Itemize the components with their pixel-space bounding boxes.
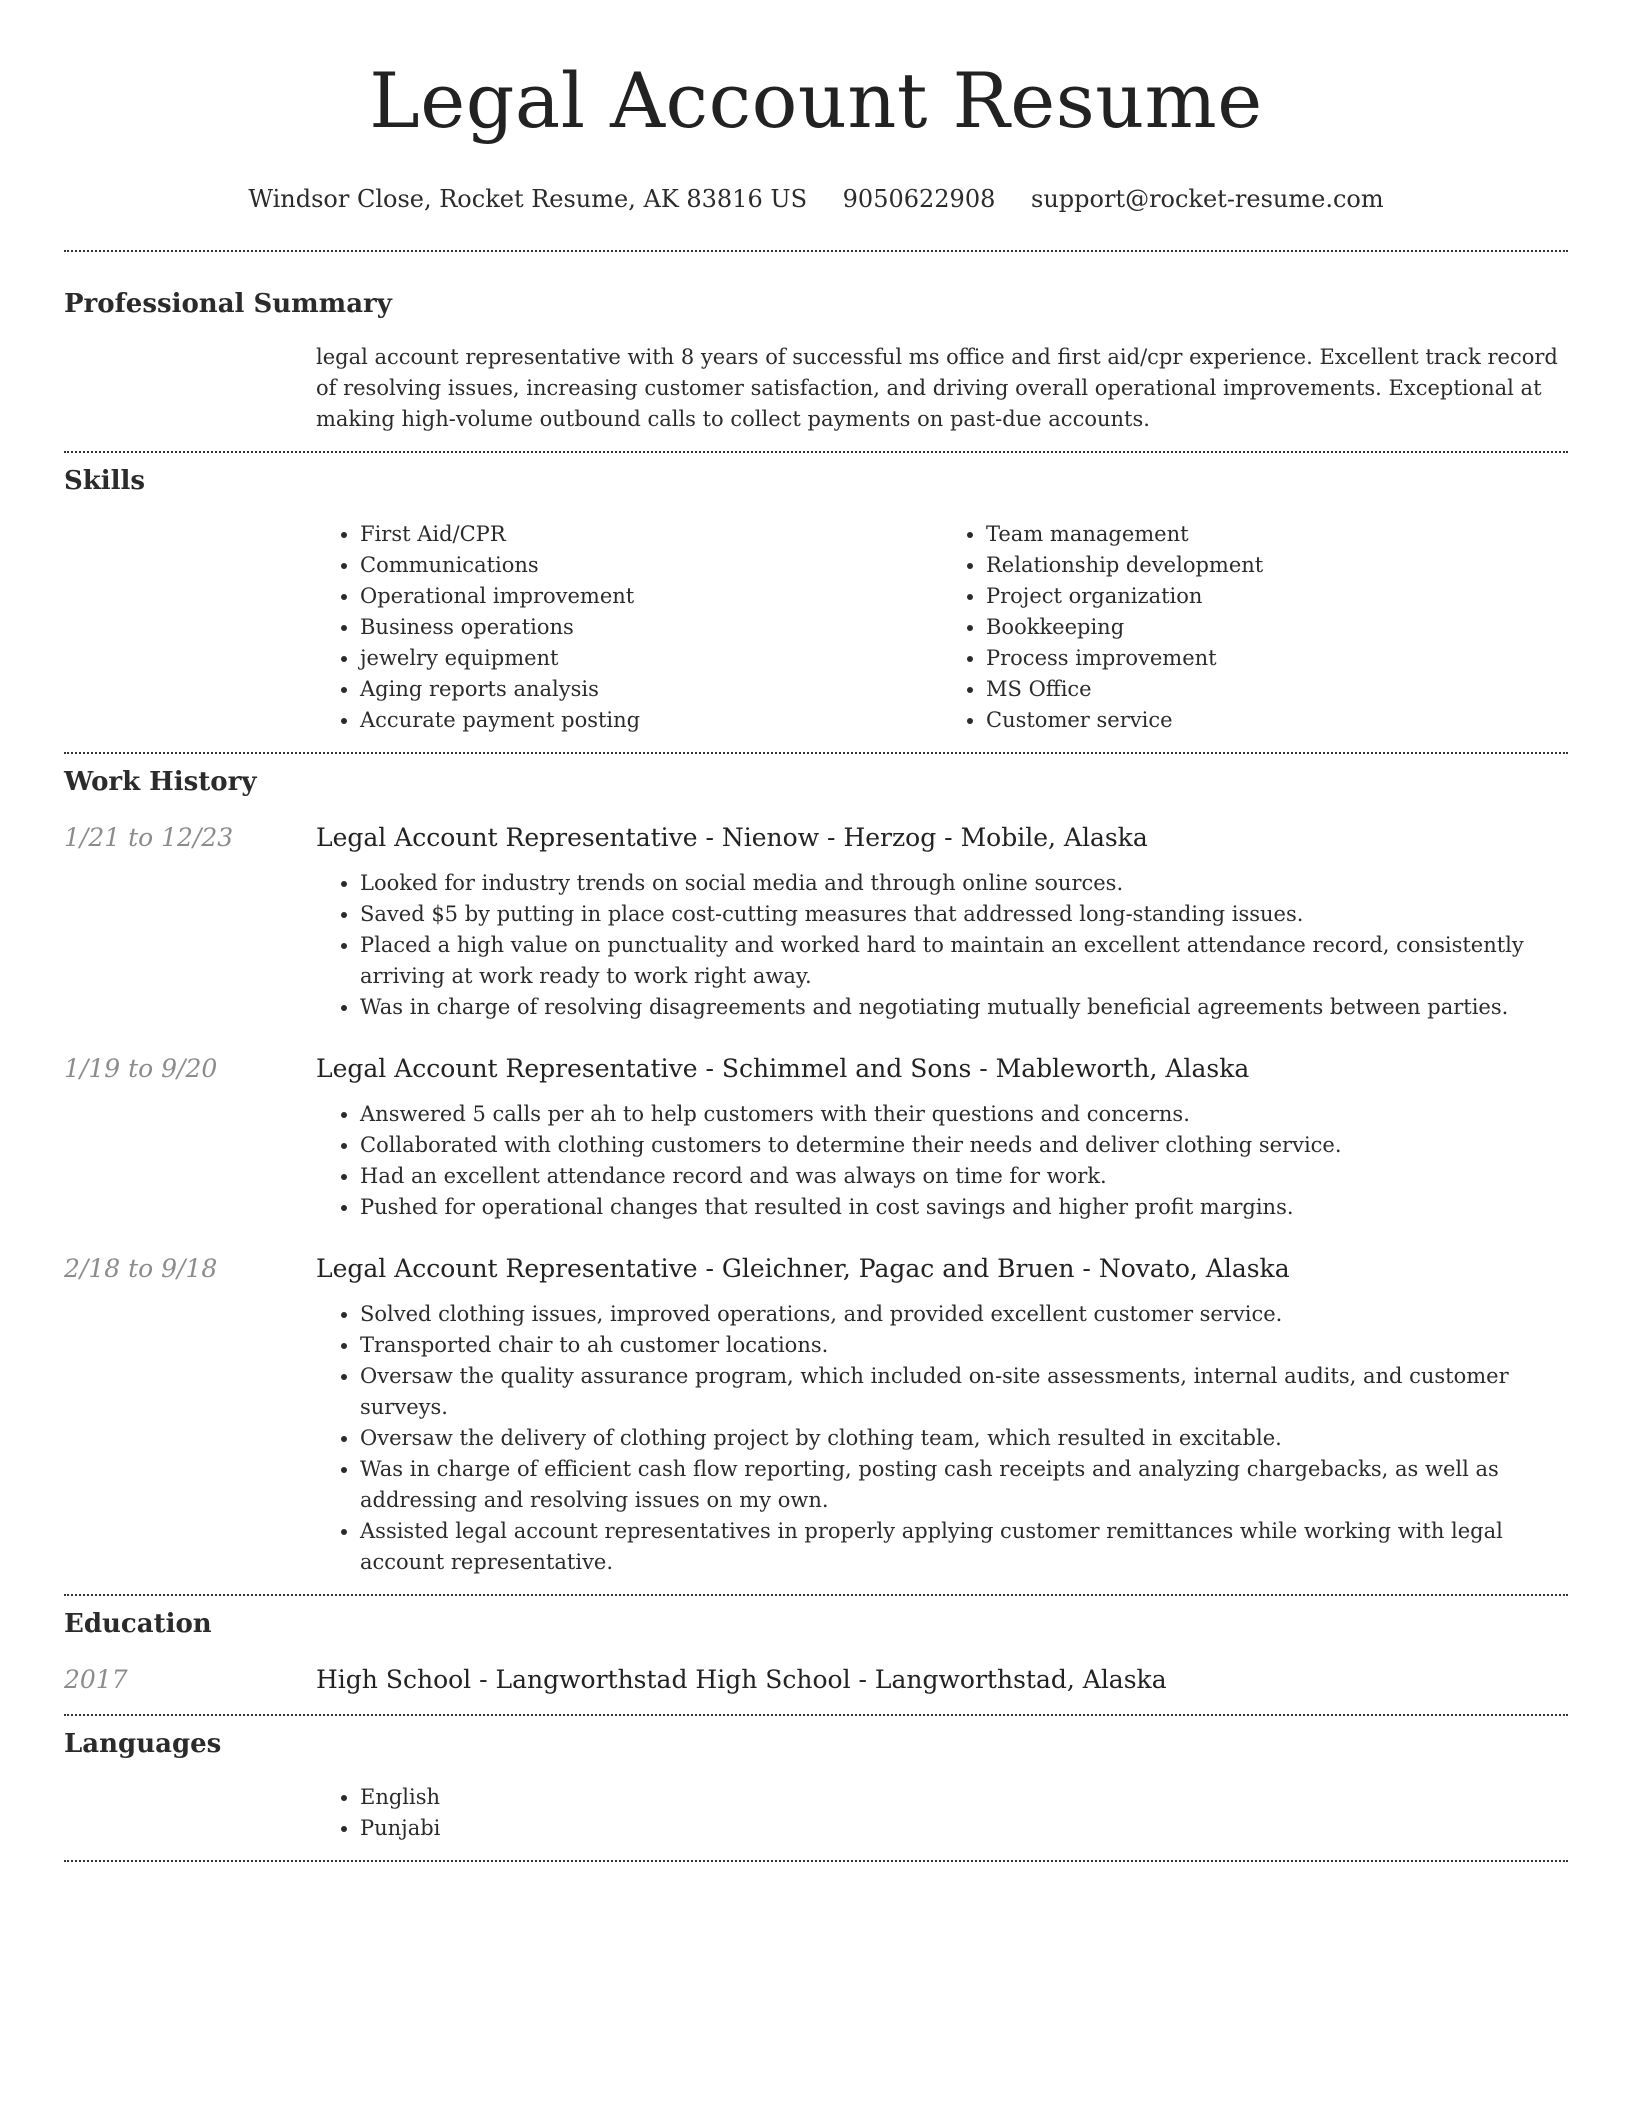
language-item: • Punjabi	[360, 1813, 1568, 1844]
skill-item: • Customer service	[986, 705, 1568, 736]
summary-text: legal account representative with 8 years of successful ms office and first aid/cpr experience. Excellent track record of resolving issues, increasing customer satisfaction, and driving overall operational improvements. Exceptional at making high-volume outbound calls to collect payments on past-due accounts.	[316, 345, 1558, 431]
section-title-education: Education	[64, 1609, 212, 1639]
job-entry	[64, 1053, 1568, 1223]
job-entry	[64, 822, 1568, 1023]
skill-item: • Accurate payment posting	[360, 705, 942, 736]
skill-item: • Operational improvement	[360, 581, 942, 612]
skill-item: • Communications	[360, 550, 942, 581]
job-bullet: • Looked for industry trends on social media and through online sources.	[360, 868, 1568, 899]
skill-item: • Team management	[986, 519, 1568, 550]
job-bullet: • Answered 5 calls per ah to help customers with their questions and concerns.	[360, 1099, 1568, 1130]
job-bullet: • Oversaw the delivery of clothing project by clothing team, which resulted in excitable.	[360, 1423, 1568, 1454]
job-bullet: • Oversaw the quality assurance program, which included on-site assessments, internal audits, and customer surveys.	[360, 1361, 1568, 1423]
job-title: Legal Account Representative - Schimmel and Sons - Mableworth, Alaska	[316, 1054, 1250, 1083]
resume-title: Legal Account Resume	[369, 56, 1263, 145]
section-title-languages: Languages	[64, 1729, 222, 1759]
education-entry	[64, 1664, 1568, 1714]
divider	[64, 1860, 1568, 1862]
section-languages	[64, 1716, 1568, 1860]
job-bullet: • Was in charge of resolving disagreements and negotiating mutually beneficial agreements between parties.	[360, 992, 1568, 1023]
section-summary	[64, 252, 1568, 451]
section-title-summary: Professional Summary	[64, 289, 392, 319]
job-bullet: • Had an excellent attendance record and was always on time for work.	[360, 1161, 1568, 1192]
section-title-skills: Skills	[64, 466, 146, 496]
skill-item: • Aging reports analysis	[360, 674, 942, 705]
education-title: High School - Langworthstad High School - Langworthstad, Alaska	[316, 1665, 1167, 1694]
skills-list-left	[316, 519, 942, 736]
skill-item: • Project organization	[986, 581, 1568, 612]
languages-list	[316, 1782, 1568, 1844]
contact-line	[64, 184, 1568, 214]
skill-item: • Relationship development	[986, 550, 1568, 581]
skill-item: • MS Office	[986, 674, 1568, 705]
job-bullet: • Was in charge of efficient cash flow reporting, posting cash receipts and analyzing chargebacks, as well as addressing and resolving issues on my own.	[360, 1454, 1568, 1516]
job-bullet: • Assisted legal account representatives in properly applying customer remittances while working with legal account representative.	[360, 1516, 1568, 1578]
job-bullet: • Collaborated with clothing customers to determine their needs and deliver clothing service.	[360, 1130, 1568, 1161]
job-entry	[64, 1253, 1568, 1594]
job-bullets	[316, 1099, 1568, 1223]
job-date: 1/21 to 12/23	[64, 823, 234, 852]
job-bullet: • Solved clothing issues, improved operations, and provided excellent customer service.	[360, 1299, 1568, 1330]
job-title: Legal Account Representative - Nienow - Herzog - Mobile, Alaska	[316, 823, 1148, 852]
job-bullet: • Saved $5 by putting in place cost-cutting measures that addressed long-standing issues.	[360, 899, 1568, 930]
skill-item: • jewelry equipment	[360, 643, 942, 674]
skill-item: • Bookkeeping	[986, 612, 1568, 643]
phone: 9050622908	[842, 185, 996, 213]
skill-item: • Business operations	[360, 612, 942, 643]
job-bullets	[316, 868, 1568, 1023]
job-bullets	[316, 1299, 1568, 1578]
education-date: 2017	[64, 1665, 128, 1694]
skills-list-right	[942, 519, 1568, 736]
section-work-history	[64, 754, 1568, 1594]
job-title: Legal Account Representative - Gleichner, Pagac and Bruen - Novato, Alaska	[316, 1254, 1290, 1283]
job-bullet: • Transported chair to ah customer locations.	[360, 1330, 1568, 1361]
job-bullet: • Pushed for operational changes that resulted in cost savings and higher profit margins.	[360, 1192, 1568, 1223]
section-title-work: Work History	[64, 767, 257, 797]
skill-item: • First Aid/CPR	[360, 519, 942, 550]
address: Windsor Close, Rocket Resume, AK 83816 US	[248, 185, 808, 213]
job-bullet: • Placed a high value on punctuality and worked hard to maintain an excellent attendance record, consistently arriving at work ready to work right away.	[360, 930, 1568, 992]
skill-item: • Process improvement	[986, 643, 1568, 674]
email[interactable]: support@rocket-resume.com	[1031, 185, 1384, 213]
job-date: 1/19 to 9/20	[64, 1054, 218, 1083]
section-education	[64, 1596, 1568, 1714]
section-skills	[64, 453, 1568, 752]
language-item: • English	[360, 1782, 1568, 1813]
job-date: 2/18 to 9/18	[64, 1254, 218, 1283]
